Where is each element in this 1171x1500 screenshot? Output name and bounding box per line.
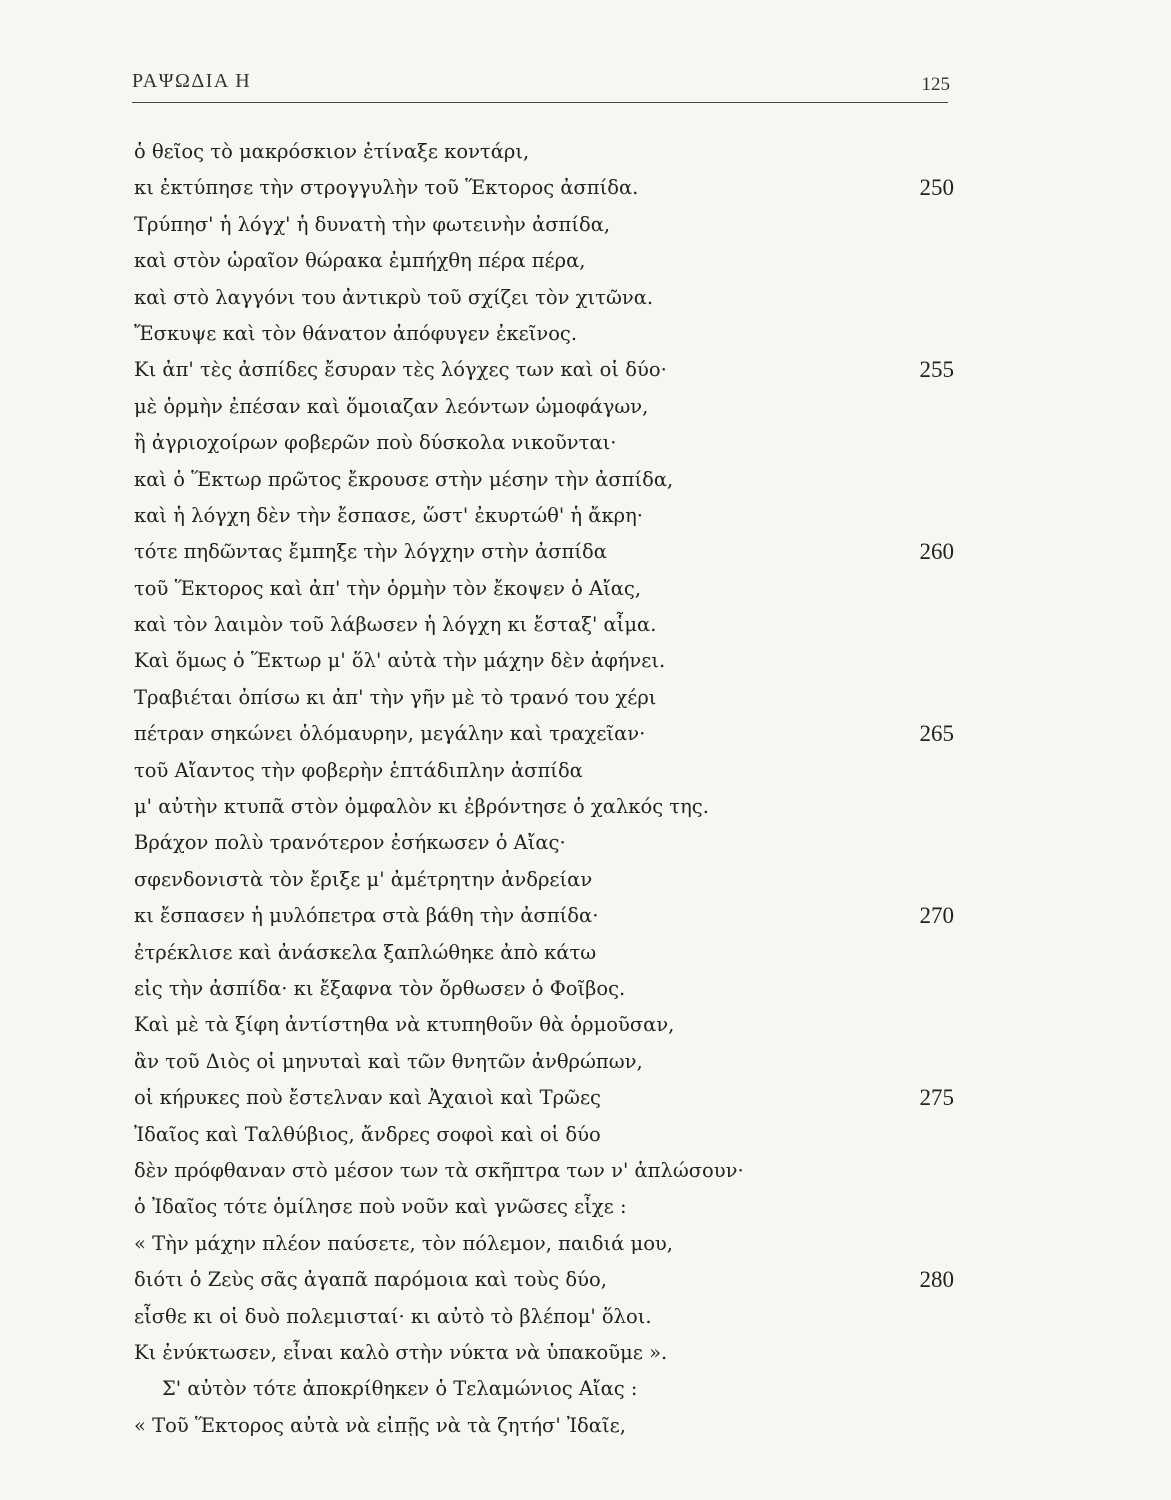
line-number: 250 <box>919 175 954 201</box>
page-number: 125 <box>921 74 950 95</box>
line-number: 265 <box>919 721 954 747</box>
verse-text: Ἰδαῖος καὶ Ταλθύβιος, ἄνδρες σοφοὶ καὶ οἱ δύο <box>134 1122 601 1146</box>
verse-text: Κι ἀπ' τὲς ἀσπίδες ἔσυραν τὲς λόγχες των καὶ οἱ δύο· <box>134 358 667 382</box>
line-number: 275 <box>919 1085 954 1111</box>
verse-line <box>134 680 954 716</box>
verse-line <box>134 716 954 752</box>
verse-text: « Τοῦ Ἕκτορος αὐτὰ νὰ εἰπῇς νὰ τὰ ζητήσ' Ἰδαῖε, <box>134 1413 626 1437</box>
verse-text: ἂν τοῦ Διὸς οἱ μηνυταὶ καὶ τῶν θνητῶν ἀνθρώπων, <box>134 1049 643 1073</box>
verse-line <box>134 1189 954 1225</box>
verse-line <box>134 1408 954 1444</box>
line-number: 255 <box>919 357 954 383</box>
verse-text: Καὶ ὅμως ὁ Ἕκτωρ μ' ὅλ' αὐτὰ τὴν μάχην δὲν ἀφήνει. <box>134 649 666 673</box>
line-number: 260 <box>919 539 954 565</box>
verse-line <box>134 280 954 316</box>
verse-line <box>134 1299 954 1335</box>
verse-text: τότε πηδῶντας ἔμπηξε τὴν λόγχην στὴν ἀσπίδα <box>134 540 607 564</box>
verse-text: εἶσθε κι οἱ δυὸ πολεμισταί· κι αὐτὸ τὸ βλέπομ' ὅλοι. <box>134 1304 652 1328</box>
verse-line <box>134 571 954 607</box>
verse-text: Ἔσκυψε καὶ τὸν θάνατον ἀπόφυγεν ἐκεῖνος. <box>134 321 578 345</box>
verse-line <box>134 607 954 643</box>
verse-line <box>134 134 954 170</box>
verse-line <box>134 1007 954 1043</box>
verse-text: ὁ Ἰδαῖος τότε ὁμίλησε ποὺ νοῦν καὶ γνῶσες εἶχε : <box>134 1195 627 1219</box>
verse-line <box>134 1262 954 1298</box>
verse-text: καὶ ὁ Ἕκτωρ πρῶτος ἔκρουσε στὴν μέσην τὴν ἀσπίδα, <box>134 467 674 491</box>
verse-line <box>134 1371 954 1407</box>
verse-line <box>134 1335 954 1371</box>
verse-text: Καὶ μὲ τὰ ξίφη ἀντίστηθα νὰ κτυπηθοῦν θὰ ὁρμοῦσαν, <box>134 1013 675 1037</box>
verse-text: Σ' αὐτὸν τότε ἀποκρίθηκεν ὁ Τελαμώνιος Αἴας : <box>162 1377 638 1401</box>
verse-text: μὲ ὁρμὴν ἐπέσαν καὶ ὅμοιαζαν λεόντων ὠμοφάγων, <box>134 394 649 418</box>
verse-text: ὁ θεῖος τὸ μακρόσκιον ἐτίναξε κοντάρι, <box>134 140 530 163</box>
verse-line <box>134 316 954 352</box>
verse-text: οἱ κήρυκες ποὺ ἔστελναν καὶ Ἀχαιοὶ καὶ Τρῶες <box>134 1086 601 1110</box>
verse-text: σφενδονιστὰ τὸν ἔριξε μ' ἀμέτρητην ἀνδρείαν <box>134 867 593 891</box>
verse-text: ἐτρέκλισε καὶ ἀνάσκελα ξαπλώθηκε ἀπὸ κάτω <box>134 940 597 964</box>
verse-line <box>134 1226 954 1262</box>
verse-text: ἢ ἀγριοχοίρων φοβερῶν ποὺ δύσκολα νικοῦνται· <box>134 431 617 455</box>
verse-line <box>134 789 954 825</box>
verse-text: « Τὴν μάχην πλέον παύσετε, τὸν πόλεμον, παιδιά μου, <box>134 1231 673 1255</box>
verse-text: Βράχον πολὺ τρανότερον ἐσήκωσεν ὁ Αἴας· <box>134 831 566 855</box>
verse-line <box>134 534 954 570</box>
verse-line <box>134 825 954 861</box>
verse-text: καὶ τὸν λαιμὸν τοῦ λάβωσεν ἡ λόγχη κι ἔσταξ' αἷμα. <box>134 613 657 637</box>
verse-block <box>134 134 954 1444</box>
running-title: ΡΑΨΩΔΙΑ Η <box>132 70 252 92</box>
verse-text: δὲν πρόφθαναν στὸ μέσον των τὰ σκῆπτρα των ν' ἁπλώσουν· <box>134 1158 744 1182</box>
verse-line <box>134 862 954 898</box>
line-number: 280 <box>919 1267 954 1293</box>
verse-line <box>134 898 954 934</box>
verse-line <box>134 1080 954 1116</box>
verse-line <box>134 462 954 498</box>
verse-text: τοῦ Ἕκτορος καὶ ἀπ' τὴν ὁρμὴν τὸν ἔκοψεν ὁ Αἴας, <box>134 576 642 600</box>
verse-line <box>134 352 954 388</box>
verse-text: τοῦ Αἴαντος τὴν φοβερὴν ἑπτάδιπλην ἀσπίδα <box>134 758 583 782</box>
verse-line <box>134 243 954 279</box>
verse-text: εἰς τὴν ἀσπίδα· κι ἔξαφνα τὸν ὄρθωσεν ὁ Φοῖβος. <box>134 976 626 1000</box>
verse-text: διότι ὁ Ζεὺς σᾶς ἀγαπᾶ παρόμοια καὶ τοὺς δύο, <box>134 1268 607 1292</box>
verse-text: κι ἐκτύπησε τὴν στρογγυλὴν τοῦ Ἕκτορος ἀσπίδα. <box>134 176 639 200</box>
verse-text: καὶ στὸν ὡραῖον θώρακα ἐμπήχθη πέρα πέρα, <box>134 249 586 273</box>
verse-text: καὶ ἡ λόγχη δὲν τὴν ἔσπασε, ὥστ' ἐκυρτώθ' ἡ ἄκρη· <box>134 503 643 527</box>
verse-text: καὶ στὸ λαγγόνι του ἀντικρὺ τοῦ σχίζει τὸν χιτῶνα. <box>134 285 654 309</box>
verse-line <box>134 753 954 789</box>
verse-text: Τραβιέται ὀπίσω κι ἀπ' τὴν γῆν μὲ τὸ τρανό του χέρι <box>134 685 657 709</box>
verse-line <box>134 1044 954 1080</box>
verse-text: πέτραν σηκώνει ὁλόμαυρην, μεγάλην καὶ τραχεῖαν· <box>134 722 646 746</box>
verse-line <box>134 389 954 425</box>
verse-line <box>134 498 954 534</box>
header-rule <box>132 102 948 103</box>
verse-line <box>134 425 954 461</box>
verse-line <box>134 935 954 971</box>
line-number: 270 <box>919 903 954 929</box>
verse-line <box>134 643 954 679</box>
verse-line <box>134 170 954 206</box>
verse-text: κι ἔσπασεν ἡ μυλόπετρα στὰ βάθη τὴν ἀσπίδα· <box>134 904 599 928</box>
verse-line <box>134 971 954 1007</box>
verse-line <box>134 1153 954 1189</box>
verse-text: Τρύπησ' ἡ λόγχ' ἡ δυνατὴ τὴν φωτεινὴν ἀσπίδα, <box>134 212 611 236</box>
verse-text: Κι ἐνύκτωσεν, εἶναι καλὸ στὴν νύκτα νὰ ὑπακοῦμε ». <box>134 1340 668 1364</box>
verse-text: μ' αὐτὴν κτυπᾶ στὸν ὀμφαλὸν κι ἐβρόντησε ὁ χαλκός της. <box>134 795 709 819</box>
verse-line <box>134 207 954 243</box>
verse-line <box>134 1117 954 1153</box>
